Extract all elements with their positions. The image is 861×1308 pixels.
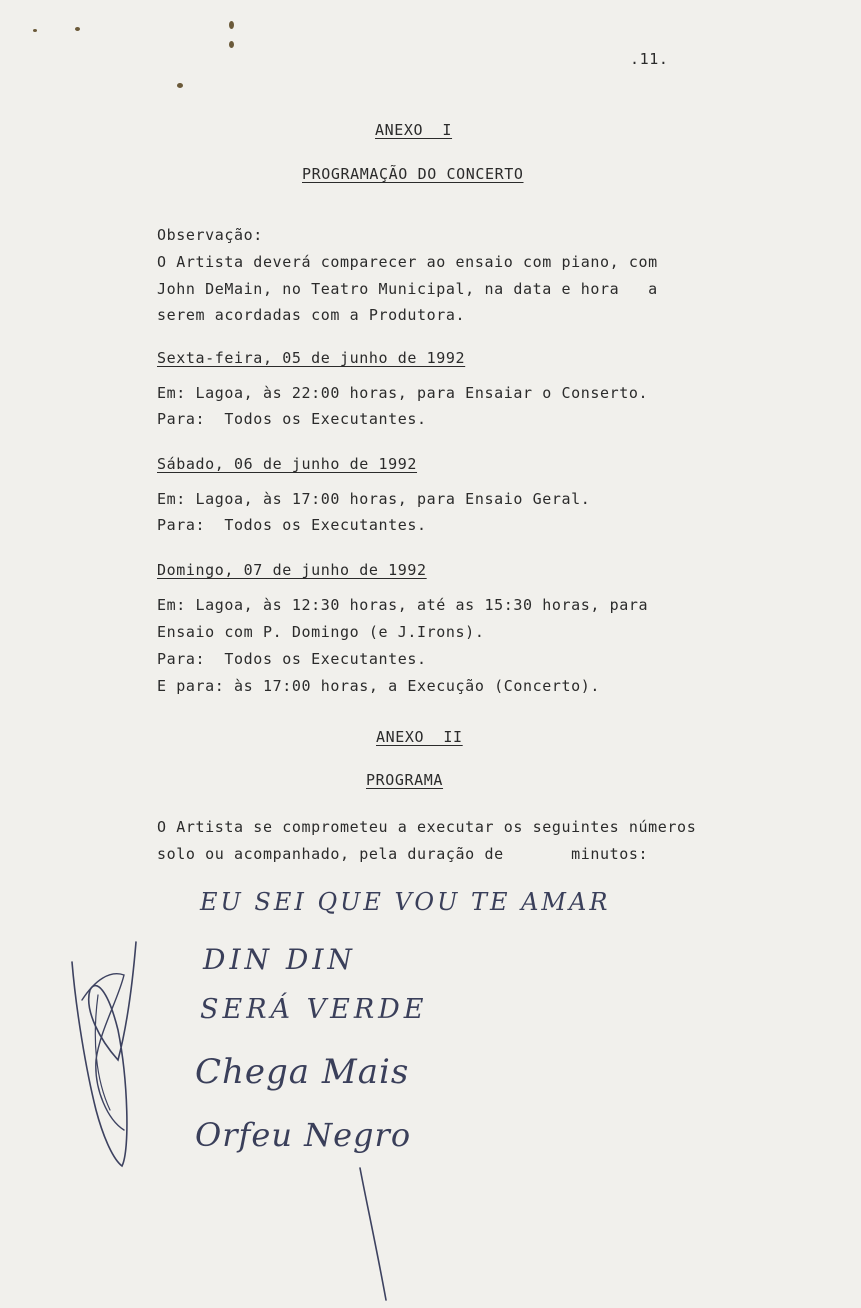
annex1-title: ANEXO I: [375, 121, 453, 139]
annex2-subtitle: PROGRAMA: [366, 771, 444, 789]
day-heading-saturday: Sábado, 06 de junho de 1992: [157, 455, 418, 473]
page-number: .11.: [630, 50, 669, 68]
day-heading-sunday: Domingo, 07 de junho de 1992: [157, 561, 427, 579]
schedule-line: Para: Todos os Executantes.: [157, 516, 427, 534]
observation-line: O Artista deverá comparecer ao ensaio com piano, com: [157, 253, 658, 271]
observation-label: Observação:: [157, 226, 263, 244]
schedule-line: Em: Lagoa, às 12:30 horas, até as 15:30 horas, para: [157, 596, 649, 614]
schedule-line: Em: Lagoa, às 17:00 horas, para Ensaio Geral.: [157, 490, 591, 508]
handwritten-song: DIN DIN: [203, 943, 356, 976]
observation-line: John DeMain, no Teatro Municipal, na data e hora a: [157, 280, 658, 298]
handwritten-song: EU SEI QUE VOU TE AMAR: [200, 888, 611, 916]
schedule-line: Ensaio com P. Domingo (e J.Irons).: [157, 623, 485, 641]
program-line: solo ou acompanhado, pela duração de minutos:: [157, 845, 649, 863]
program-line: O Artista se comprometeu a executar os seguintes números: [157, 818, 697, 836]
observation-line: serem acordadas com a Produtora.: [157, 306, 466, 324]
annex1-subtitle: PROGRAMAÇÃO DO CONCERTO: [302, 165, 524, 183]
schedule-line: E para: às 17:00 horas, a Execução (Concerto).: [157, 677, 601, 695]
schedule-line: Para: Todos os Executantes.: [157, 650, 427, 668]
schedule-line: Para: Todos os Executantes.: [157, 410, 427, 428]
handwritten-song: SERÁ VERDE: [200, 994, 428, 1025]
annex2-title: ANEXO II: [376, 728, 463, 746]
schedule-line: Em: Lagoa, às 22:00 horas, para Ensaiar o Conserto.: [157, 384, 649, 402]
day-heading-friday: Sexta-feira, 05 de junho de 1992: [157, 349, 466, 367]
handwritten-song: Chega Mais: [195, 1052, 410, 1092]
handwritten-song: Orfeu Negro: [195, 1116, 412, 1154]
